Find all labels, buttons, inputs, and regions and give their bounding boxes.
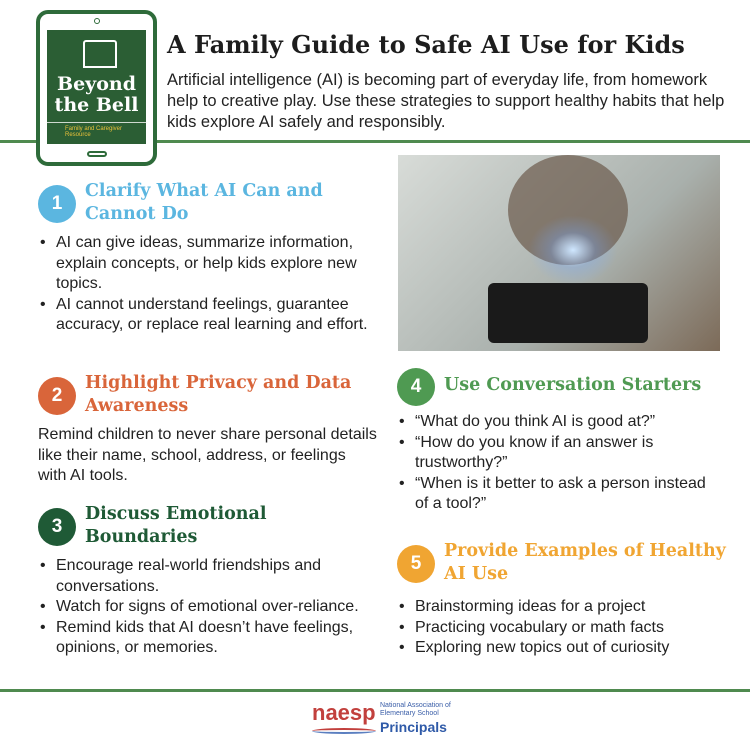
naesp-org-line3: Principals [380, 719, 447, 735]
list-item: • Brainstorming ideas for a project [397, 597, 717, 618]
child-using-phone-photo [398, 155, 720, 351]
naesp-org-line2: Elementary School [380, 710, 439, 717]
section-title: Use Conversation Starters [444, 375, 702, 395]
page-title: A Family Guide to Safe AI Use for Kids [167, 30, 685, 59]
list-item: • AI cannot understand feelings, guarantee accuracy, or replace real learning and effort. [38, 295, 383, 336]
naesp-logo [312, 700, 462, 740]
tablet-home-button-icon [87, 151, 107, 157]
naesp-wave-icon [312, 728, 376, 734]
section-title: Discuss Emotional Boundaries [85, 504, 267, 547]
section-title: Provide Examples of Healthy AI Use [444, 541, 726, 584]
section-number: 1 [38, 185, 76, 223]
section-text: Remind children to never share personal details like their name, school, address, or feelings with AI tools. [38, 426, 377, 484]
logo-tagline: Family and Caregiver Resource [47, 122, 146, 138]
naesp-brand: naesp [312, 700, 376, 725]
list-item: • AI can give ideas, summarize information, explain concepts, or help kids explore new topics. [38, 233, 383, 295]
section-number: 4 [397, 368, 435, 406]
logo-line2: the Bell [54, 94, 139, 116]
list-item: • “How do you know if an answer is trustworthy?” [397, 433, 717, 474]
section-title: Highlight Privacy and Data Awareness [85, 373, 352, 416]
list-item: • Watch for signs of emotional over-reliance. [38, 597, 383, 618]
list-item: • Practicing vocabulary or math facts [397, 618, 717, 639]
section-title: Clarify What AI Can and Cannot Do [85, 181, 323, 224]
beyond-the-bell-logo [36, 10, 157, 166]
section-number: 5 [397, 545, 435, 583]
list-item: • Encourage real-world friendships and conversations. [38, 556, 383, 597]
naesp-org-line1: National Association of [380, 702, 451, 709]
list-item: • Remind kids that AI doesn’t have feelings, opinions, or memories. [38, 618, 383, 659]
tablet-camera-icon [94, 18, 100, 24]
intro-text: Artificial intelligence (AI) is becoming part of everyday life, from homework help to creative play. Use these strategies to support healthy habits that help kids explore AI safely and responsibly. [167, 71, 725, 131]
list-item: • “When is it better to ask a person instead of a tool?” [397, 474, 717, 515]
school-bell-icon [83, 40, 117, 68]
footer-rule [0, 689, 750, 692]
list-item: • “What do you think AI is good at?” [397, 412, 717, 433]
section-number: 3 [38, 508, 76, 546]
section-number: 2 [38, 377, 76, 415]
logo-line1: Beyond [57, 73, 136, 95]
list-item: • Exploring new topics out of curiosity [397, 638, 717, 659]
